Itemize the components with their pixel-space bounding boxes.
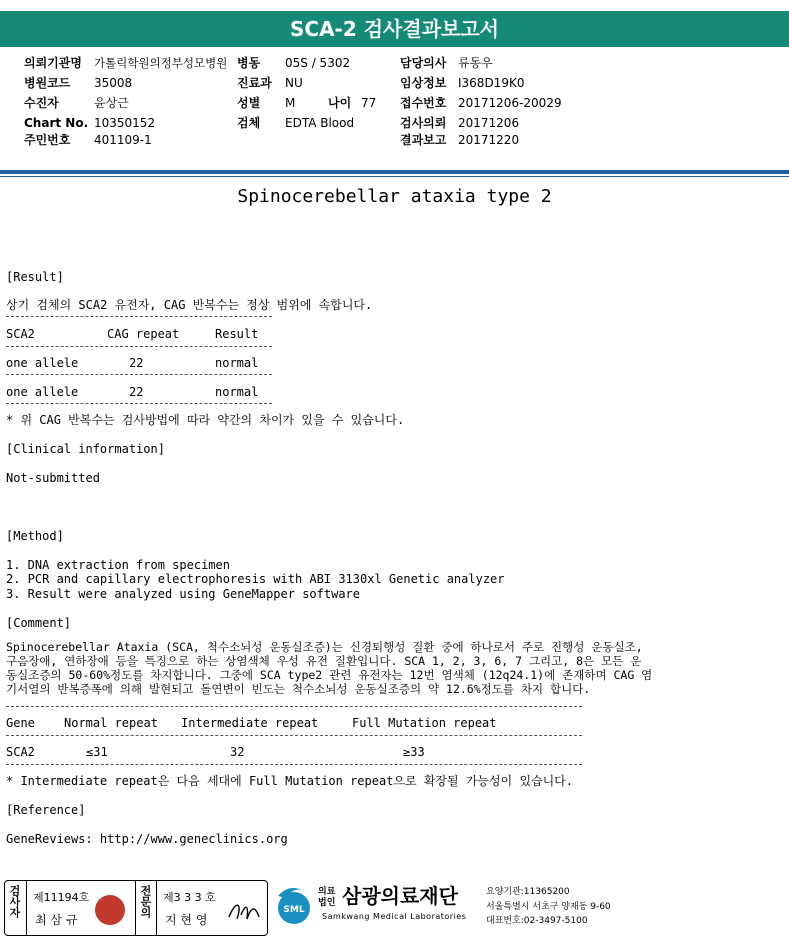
care-code: 요양기관:11365200 (486, 887, 570, 897)
specimen-label: 검체 (237, 116, 261, 130)
institution-label: 의뢰기관명 (24, 56, 82, 70)
clinical-info-label: 임상정보 (400, 76, 447, 90)
repeat-header-normal: Normal repeat (64, 716, 158, 730)
comment-heading: [Comment] (6, 616, 72, 630)
result-header-result: Result (215, 327, 259, 341)
ward-label: 병동 (237, 56, 261, 70)
table-cell: 22 (129, 356, 144, 370)
method-item: 3. Result were analyzed using GeneMapper software (6, 587, 361, 601)
age-label: 나이 (328, 96, 352, 110)
doctor-value: 류동우 (458, 56, 493, 70)
pathologist-name: 지 현 영 (165, 913, 208, 927)
repeat-header-full: Full Mutation repeat (352, 716, 497, 730)
table-cell: ≤31 (86, 745, 108, 759)
comment-line: 구음장애, 연하장애 등을 특징으로 하는 상염색체 우성 유전 질환입니다. SCA 1, 2, 3, 6, 7 그리고, 8은 모든 운 (6, 654, 642, 668)
report-title: SCA-2 검사결과보고서 (0, 11, 789, 47)
reference-heading: [Reference] (6, 803, 86, 817)
id-value: 401109-1 (94, 133, 152, 147)
ward-value: 05S / 5302 (285, 56, 351, 70)
logo-text: SML (283, 905, 305, 915)
id-label: 주민번호 (24, 133, 71, 147)
report-value: 20171220 (458, 133, 520, 147)
signature-box (4, 880, 268, 936)
hospital-code-value: 35008 (94, 76, 133, 90)
pathologist-number: 제3 3 3 호 (163, 891, 216, 904)
sex-label: 성별 (237, 96, 261, 110)
result-text: 상기 검체의 SCA2 유전자, CAG 반복수는 정상 범위에 속합니다. (6, 298, 373, 312)
footer (0, 880, 789, 936)
divider (6, 403, 272, 404)
org-english: Samkwang Medical Laboratories (322, 912, 467, 921)
address: 서울특별시 서초구 양재동 9-60 (486, 902, 611, 912)
institution-value: 가톨릭학원의정부성모병원 (94, 56, 228, 70)
header-rule (0, 170, 789, 174)
request-label: 검사의뢰 (400, 116, 447, 130)
clinical-info-value: I368D19K0 (458, 76, 525, 90)
signature (225, 897, 265, 925)
divider (6, 316, 272, 317)
age-value: 77 (361, 96, 377, 110)
repeat-header-gene: Gene (6, 716, 35, 730)
divider (6, 706, 582, 707)
clinical-heading: [Clinical information] (6, 442, 165, 456)
table-cell: normal (215, 356, 259, 370)
phone: 대표번호:02-3497-5100 (486, 916, 588, 926)
method-heading: [Method] (6, 529, 64, 543)
patient-value: 윤상근 (94, 96, 129, 110)
hospital-code-label: 병원코드 (24, 76, 71, 90)
pathologist-label: 전문의 (139, 885, 152, 918)
table-cell: ≥33 (403, 745, 425, 759)
comment-line: 동실조증의 50-60%정도를 차지합니다. 그중에 SCA type2 관련 유전자는 12번 염색체 (12q24.1)에 존재하며 CAG 염 (6, 668, 653, 682)
patient-label: 수진자 (24, 96, 59, 110)
table-cell: 22 (129, 385, 144, 399)
examiner-seal (95, 895, 125, 925)
divider (6, 374, 272, 375)
chart-value: 10350152 (94, 116, 156, 130)
org-name: 삼광의료재단 (342, 884, 458, 908)
divider (6, 346, 272, 347)
doctor-label: 담당의사 (400, 56, 447, 70)
sex-value: M (285, 96, 296, 110)
chart-label: Chart No. (24, 116, 89, 130)
table-cell: SCA2 (6, 745, 35, 759)
divider (6, 764, 582, 765)
result-heading: [Result] (6, 270, 64, 284)
org-prefix-top: 의료 (318, 887, 336, 897)
report-label: 결과보고 (400, 133, 447, 147)
comment-line: Spinocerebellar Ataxia (SCA, 척수소뇌성 운동실조증)는 신경퇴행성 질환 중에 하나로서 주로 진행성 운동실조, (6, 640, 643, 654)
repeat-header-intermediate: Intermediate repeat (181, 716, 319, 730)
receipt-value: 20171206-20029 (458, 96, 562, 110)
method-item: 1. DNA extraction from specimen (6, 558, 230, 572)
table-cell: one allele (6, 385, 79, 399)
pathologist-label-cell (135, 881, 157, 935)
result-note: * 위 CAG 반복수는 검사방법에 따라 약간의 차이가 있을 수 있습니다. (6, 413, 405, 427)
comment-line: 기서열의 반복증폭에 의해 발현되고 돌연변이 빈도는 척수소뇌성 운동실조증의 약 12.6%정도를 차지 합니다. (6, 682, 591, 696)
result-header-gene: SCA2 (6, 327, 35, 341)
divider (6, 735, 582, 736)
specimen-value: EDTA Blood (285, 116, 355, 130)
table-cell: one allele (6, 356, 79, 370)
request-value: 20171206 (458, 116, 520, 130)
table-cell: normal (215, 385, 259, 399)
examiner-label: 검사자 (8, 885, 21, 918)
result-header-cag: CAG repeat (107, 327, 180, 341)
dept-label: 진료과 (237, 76, 272, 90)
sml-logo (272, 882, 312, 926)
document-title: Spinocerebellar ataxia type 2 (237, 186, 552, 207)
examiner-name: 최 삼 규 (35, 913, 78, 927)
clinical-text: Not-submitted (6, 471, 100, 485)
receipt-label: 접수번호 (400, 96, 447, 110)
header-rule-thin (0, 176, 789, 177)
examiner-label-cell (5, 881, 27, 935)
table-cell: 32 (230, 745, 245, 759)
dept-value: NU (285, 76, 303, 90)
reference-text: GeneReviews: http://www.geneclinics.org (6, 832, 288, 846)
examiner-number: 제11194호 (33, 891, 90, 904)
org-prefix-bottom: 법인 (318, 898, 336, 908)
repeat-note: * Intermediate repeat은 다음 세대에 Full Mutation repeat으로 확장될 가능성이 있습니다. (6, 774, 574, 788)
method-item: 2. PCR and capillary electrophoresis with ABI 3130xl Genetic analyzer (6, 572, 505, 586)
